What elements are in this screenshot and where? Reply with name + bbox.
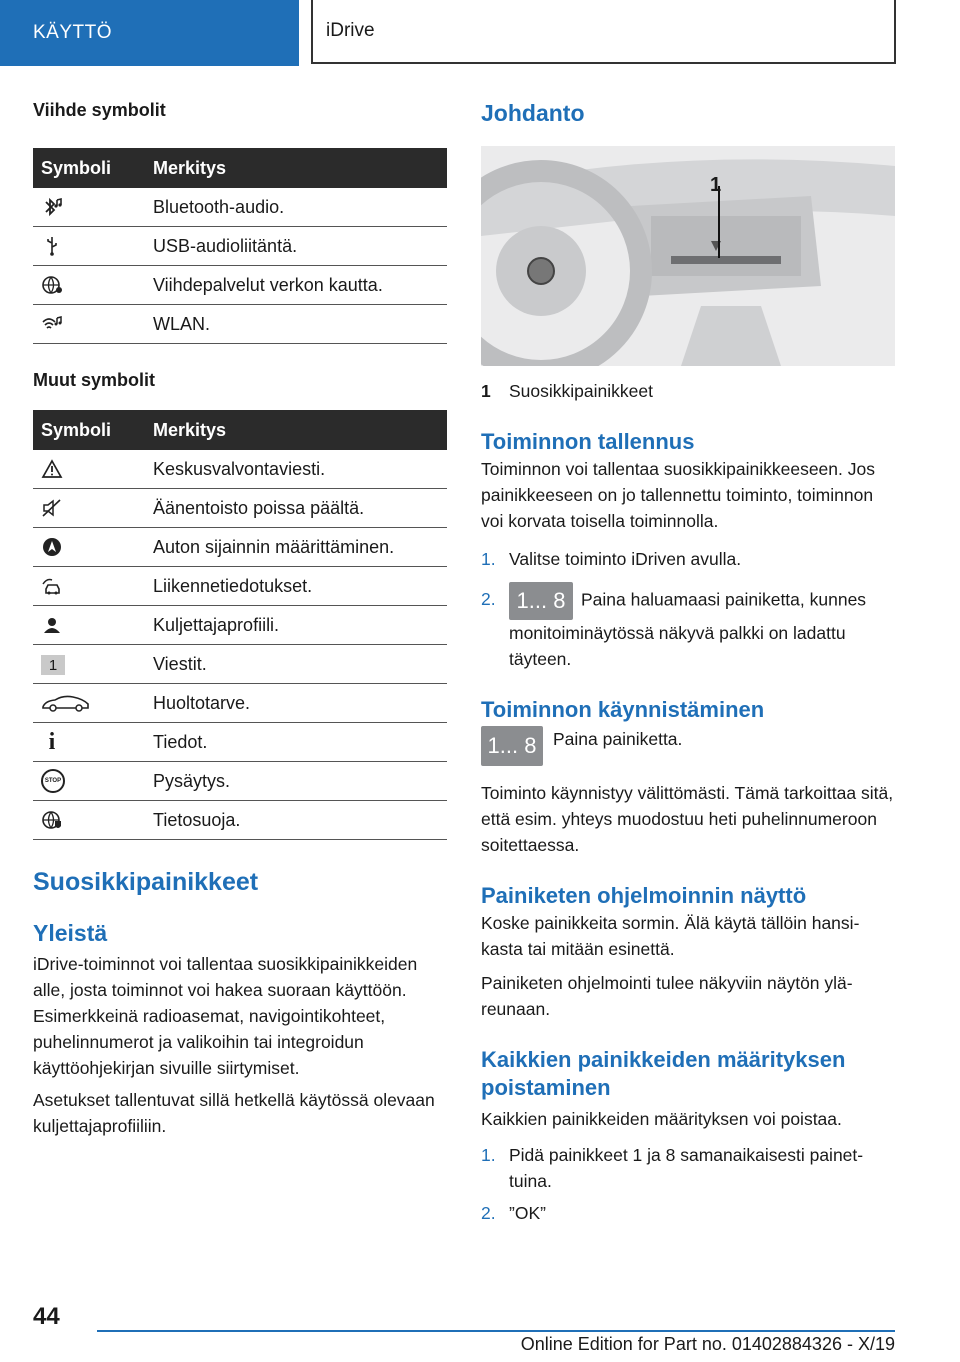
dashboard-figure xyxy=(481,146,895,366)
symbol-meaning: Huoltotarve. xyxy=(145,684,447,723)
wlan-icon xyxy=(41,313,63,335)
step-number: 1. xyxy=(481,1145,496,1165)
other-symbols-table xyxy=(33,410,447,840)
list-item xyxy=(481,1142,895,1194)
list-item xyxy=(481,1200,895,1226)
table-row xyxy=(33,305,447,344)
online-entertainment-icon xyxy=(41,274,63,296)
figure-callout-label: 1 xyxy=(710,174,722,196)
favorite-button-graphic: 1... 8 xyxy=(509,582,573,620)
step-number: 2. xyxy=(481,589,496,609)
step-text: Paina haluamaasi painiketta, kunnes monitoiminäytössä näkyvä palkki on ladattu täyteen. xyxy=(509,589,867,669)
entertainment-symbols-table xyxy=(33,148,447,344)
step-number: 1. xyxy=(481,549,496,569)
location-icon xyxy=(41,536,63,558)
symbol-meaning: Liikennetiedotukset. xyxy=(145,567,447,606)
warning-triangle-icon xyxy=(41,458,63,480)
list-item xyxy=(481,546,895,572)
favorite-button-graphic: 1... 8 xyxy=(481,726,543,766)
table-header-row xyxy=(33,148,447,188)
general-paragraph-1: iDrive-toiminnot voi tallentaa suosikkipainikkeiden alle, josta toiminnot voi hakea suoraan käyttöön. Esimerkkeinä radioasemat, navigointikohteet, puhelinnumerot ja valikoihin tai integroidun käyttöohjekirjan sivuille siirtymiset. xyxy=(33,954,418,1078)
symbol-column-header: Symboli xyxy=(33,410,145,450)
start-heading: Toiminnon käynnistäminen xyxy=(481,697,765,722)
section-tab: KÄYTTÖ xyxy=(0,0,299,66)
start-row xyxy=(481,726,895,766)
page-number: 44 xyxy=(33,1303,60,1330)
step-text: Valitse toiminto iDriven avulla. xyxy=(509,549,742,569)
table-row xyxy=(33,645,447,684)
table-row xyxy=(33,266,447,305)
step-text: Pidä painikkeet 1 ja 8 samanaikaisesti painettuina. xyxy=(509,1145,864,1191)
intro-heading: Johdanto xyxy=(481,100,585,126)
dashboard-illustration xyxy=(481,146,895,366)
table-header-row xyxy=(33,410,447,450)
traffic-info-icon xyxy=(41,575,63,597)
table-row xyxy=(33,606,447,645)
symbol-meaning: Viihdepalvelut verkon kautta. xyxy=(145,266,447,305)
table-row xyxy=(33,567,447,606)
general-paragraph-2: Asetukset tallentuvat sillä hetkellä käytössä olevaan kuljettajaprofiiliin. xyxy=(33,1090,435,1136)
list-item xyxy=(481,582,895,672)
other-symbols-heading: Muut symbolit xyxy=(33,370,155,390)
info-icon: i xyxy=(48,729,56,756)
meaning-column-header: Merkitys xyxy=(145,410,447,450)
page-header xyxy=(0,0,960,66)
symbol-column-header: Symboli xyxy=(33,148,145,188)
stop-icon: STOP xyxy=(41,769,65,793)
display-heading: Painiketen ohjelmoinnin näyttö xyxy=(481,883,807,908)
table-row xyxy=(33,227,447,266)
clear-heading: Kaikkien painikkeiden määrityksen poistaminen xyxy=(481,1047,846,1100)
caption-number: 1 xyxy=(481,381,491,401)
figure-caption xyxy=(481,378,895,404)
table-row xyxy=(33,450,447,489)
table-row xyxy=(33,801,447,840)
display-paragraph-1: Koske painikkeita sormin. Älä käytä tällöin hansikasta tai mitään esinettä. xyxy=(481,913,860,959)
favorites-heading: Suosikkipainikkeet xyxy=(33,868,259,896)
general-heading: Yleistä xyxy=(33,920,108,946)
sound-off-icon xyxy=(41,497,63,519)
save-heading: Toiminnon tallennus xyxy=(481,429,695,454)
right-column xyxy=(481,100,895,1226)
symbol-meaning: Viestit. xyxy=(145,645,447,684)
symbol-meaning: Keskusvalvontaviesti. xyxy=(145,450,447,489)
usb-icon xyxy=(41,235,63,257)
symbol-meaning: Tiedot. xyxy=(145,723,447,762)
save-paragraph: Toiminnon voi tallentaa suosikkipainikkeeseen. Jos painikkeeseen on jo tallennettu toiminto, toiminnon voi korvata toisella toiminnolla. xyxy=(481,459,875,531)
table-row xyxy=(33,188,447,227)
bluetooth-audio-icon xyxy=(41,196,63,218)
start-paragraph: Toiminto käynnistyy välittömästi. Tämä tarkoittaa sitä, että esim. yhteys muodostuu heti puhelinnumeroon soitettaessa. xyxy=(481,783,894,855)
start-instruction: Paina painiketta. xyxy=(553,729,683,749)
table-row xyxy=(33,723,447,762)
step-text: ”OK” xyxy=(509,1203,546,1223)
message-icon: 1 xyxy=(41,655,65,675)
table-row xyxy=(33,528,447,567)
meaning-column-header: Merkitys xyxy=(145,148,447,188)
chapter-title: iDrive xyxy=(311,0,896,64)
table-row xyxy=(33,489,447,528)
service-car-icon xyxy=(41,692,91,714)
display-paragraph-2: Painiketen ohjelmointi tulee näkyviin näytön yläreunaan. xyxy=(481,973,853,1019)
edition-note: Online Edition for Part no. 01402884326 - X/19 xyxy=(520,1334,895,1354)
symbol-meaning: Äänentoisto poissa päältä. xyxy=(145,489,447,528)
step-number: 2. xyxy=(481,1203,496,1223)
table-row xyxy=(33,762,447,801)
symbol-meaning: Bluetooth-audio. xyxy=(145,188,447,227)
entertainment-symbols-heading: Viihde symbolit xyxy=(33,100,166,120)
table-row xyxy=(33,684,447,723)
symbol-meaning: Auton sijainnin määrittäminen. xyxy=(145,528,447,567)
left-column xyxy=(33,100,447,1139)
symbol-meaning: WLAN. xyxy=(145,305,447,344)
caption-text: Suosikkipainikkeet xyxy=(509,381,653,401)
clear-paragraph: Kaikkien painikkeiden määrityksen voi poistaa. xyxy=(481,1109,842,1129)
symbol-meaning: Kuljettajaprofiili. xyxy=(145,606,447,645)
footer-divider xyxy=(97,1330,895,1332)
symbol-meaning: Pysäytys. xyxy=(145,762,447,801)
symbol-meaning: USB-audioliitäntä. xyxy=(145,227,447,266)
driver-profile-icon xyxy=(41,614,63,636)
symbol-meaning: Tietosuoja. xyxy=(145,801,447,840)
privacy-icon xyxy=(41,809,63,831)
